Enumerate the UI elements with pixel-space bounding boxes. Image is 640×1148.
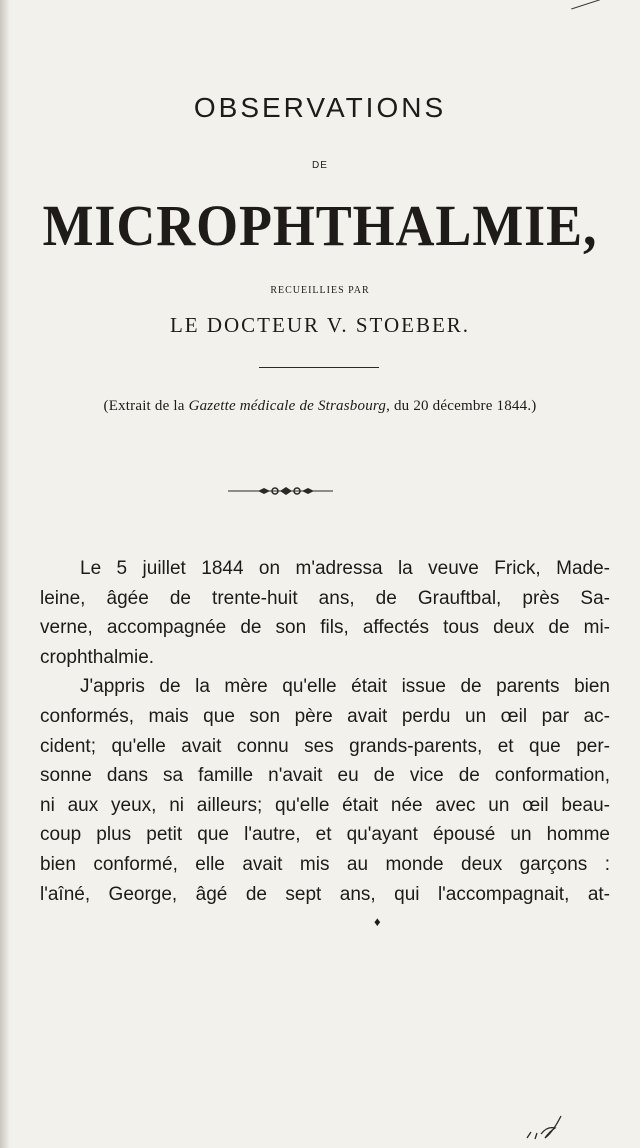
page-mark: ♦ xyxy=(374,914,381,929)
body-line: sonne dans sa famille n'avait eu de vice de conformation, xyxy=(40,765,610,787)
extract-open: (Extrait de la xyxy=(103,398,185,414)
title-de: DE xyxy=(312,160,328,171)
body-line: verne, accompagnée de son fils, affectés tous deux de mi- xyxy=(40,617,610,639)
body-line: Le 5 juillet 1844 on m'adressa la veuve Frick, Made- xyxy=(80,558,610,579)
body-line: ni aux yeux, ni ailleurs; qu'elle était née avec un œil beau- xyxy=(40,794,610,816)
extract-note xyxy=(0,398,640,415)
body-line: conformés, mais que son père avait perdu un œil par ac- xyxy=(40,705,610,727)
corner-mark xyxy=(570,0,600,10)
page-edge-shadow xyxy=(0,0,10,1148)
body-line: crophthalmie. xyxy=(40,646,155,668)
journal-title: Gazette médicale de Strasbourg xyxy=(188,398,387,414)
ornament-divider xyxy=(228,484,333,498)
title-rule xyxy=(259,367,379,368)
body-line: coup plus petit que l'autre, et qu'ayant épousé un homme xyxy=(40,824,610,846)
ink-scribble xyxy=(525,1112,565,1142)
body-line: cident; qu'elle avait connu ses grands-parents, et que per- xyxy=(40,735,610,757)
author-name: LE DOCTEUR V. STOEBER. xyxy=(169,313,471,337)
title-observations: OBSERVATIONS xyxy=(193,92,447,123)
body-text xyxy=(40,554,610,909)
body-line: J'appris de la mère qu'elle était issue de parents bien xyxy=(80,676,610,698)
body-line: bien conformé, elle avait mis au monde deux garçons : xyxy=(40,853,610,875)
title-main: MICROPHTHALMIE, xyxy=(42,193,598,258)
body-line: leine, âgée de trente-huit ans, de Grauftbal, près Sa- xyxy=(40,587,610,609)
extract-close: , du 20 décembre 1844.) xyxy=(386,398,537,414)
body-line: l'aîné, George, âgé de sept ans, qui l'accompagnait, at- xyxy=(40,883,610,905)
collected-by: RECUEILLIES PAR xyxy=(270,285,370,296)
